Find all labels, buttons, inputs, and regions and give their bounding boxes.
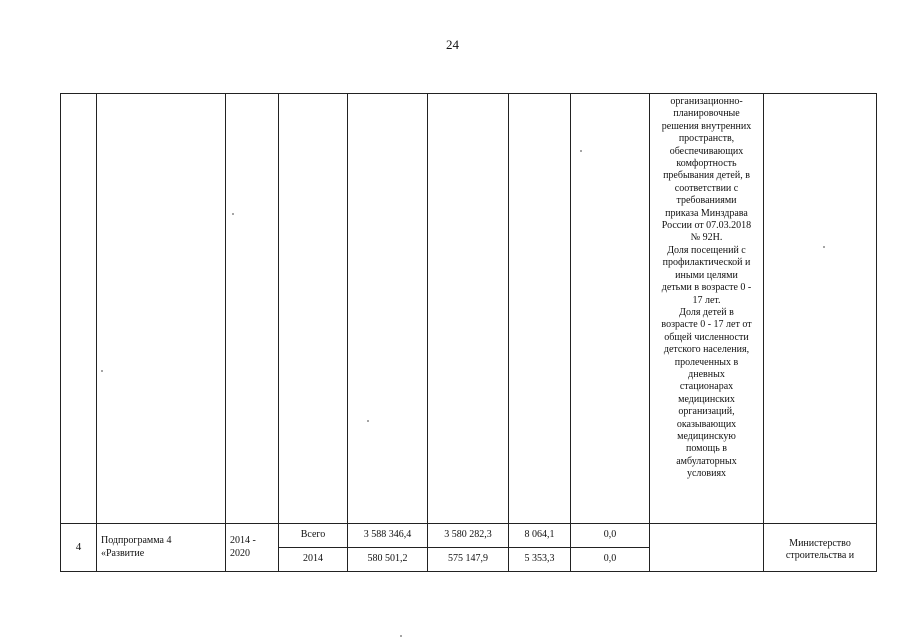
description-line: медицинскую — [677, 430, 736, 442]
description-line: иными целями — [675, 269, 738, 281]
scan-speck — [101, 370, 103, 372]
cell-value: 5 353,3 — [509, 548, 571, 572]
description-line: организаций, — [678, 406, 735, 418]
description-line: профилактической и — [662, 257, 751, 269]
responsible-line: строительства и — [785, 550, 855, 562]
description-line: детьми в возрасте 0 - — [661, 282, 752, 294]
table-row — [61, 524, 877, 548]
continuation-row — [61, 94, 877, 524]
subprogram-name-line: «Развитие — [101, 547, 145, 559]
description-line: пребывания детей, в — [663, 170, 750, 182]
description-line: пролеченных в — [674, 356, 739, 368]
scan-speck — [367, 420, 369, 422]
description-line: детского населения, — [663, 344, 750, 356]
scan-speck — [580, 150, 582, 152]
program-table — [60, 93, 877, 572]
description-line: оказывающих — [676, 418, 737, 430]
subprogram-name — [97, 524, 226, 572]
scan-speck — [823, 246, 825, 248]
page-number: 24 — [446, 37, 459, 52]
description-line: амбулаторных — [676, 455, 737, 467]
description-line: условиях — [686, 468, 727, 480]
description-line: требованиями — [676, 195, 737, 207]
cell-empty — [226, 94, 279, 524]
cell-empty — [348, 94, 428, 524]
scan-speck — [400, 635, 402, 637]
cell-empty — [279, 94, 348, 524]
cell-empty — [650, 524, 764, 572]
description-line: дневных — [688, 368, 725, 380]
cell-value: 575 147,9 — [428, 548, 509, 572]
description-line: общей численности — [664, 331, 749, 343]
responsible-executor — [764, 524, 877, 572]
description-line: стационарах — [679, 381, 734, 393]
description-line: Доля посещений с — [667, 244, 746, 256]
period-line: 2020 — [230, 547, 250, 559]
cell-empty — [764, 94, 877, 524]
description-line: приказа Минздрава — [665, 207, 748, 219]
description-line: № 92Н. — [690, 232, 723, 244]
cell-empty — [571, 94, 650, 524]
description-line: соответствии с — [674, 182, 739, 194]
row-label: Всего — [279, 524, 348, 548]
row-index: 4 — [61, 524, 97, 572]
description-line: пространств, — [678, 133, 735, 145]
cell-total: 3 588 346,4 — [348, 524, 428, 548]
subprogram-period — [226, 524, 279, 572]
description-line: решения внутренних — [661, 120, 752, 132]
cell-value: 0,0 — [571, 524, 650, 548]
scan-speck — [232, 213, 234, 215]
period-line: 2014 - — [230, 535, 256, 547]
cell-empty — [509, 94, 571, 524]
description-line: Доля детей в — [679, 306, 734, 318]
cell-empty — [61, 94, 97, 524]
description-line: обеспечивающих — [669, 145, 744, 157]
description-line: планировочные — [673, 108, 740, 120]
subprogram-name-line: Подпрограмма 4 — [101, 535, 172, 547]
description-line: организационно- — [670, 96, 743, 107]
cell-value: 0,0 — [571, 548, 650, 572]
cell-value: 3 580 282,3 — [428, 524, 509, 548]
cell-empty — [428, 94, 509, 524]
description-line: возрасте 0 - 17 лет от — [661, 319, 752, 331]
description-line: 17 лет. — [692, 294, 721, 306]
description-line: помощь в — [686, 443, 727, 455]
indicator-description — [650, 94, 764, 524]
cell-value: 8 064,1 — [509, 524, 571, 548]
responsible-line: Министерство — [789, 538, 851, 549]
description-line: России от 07.03.2018 — [661, 220, 752, 232]
row-label: 2014 — [279, 548, 348, 572]
description-line: комфортность — [676, 158, 737, 170]
cell-total: 580 501,2 — [348, 548, 428, 572]
description-line: медицинских — [678, 393, 735, 405]
cell-empty — [97, 94, 226, 524]
